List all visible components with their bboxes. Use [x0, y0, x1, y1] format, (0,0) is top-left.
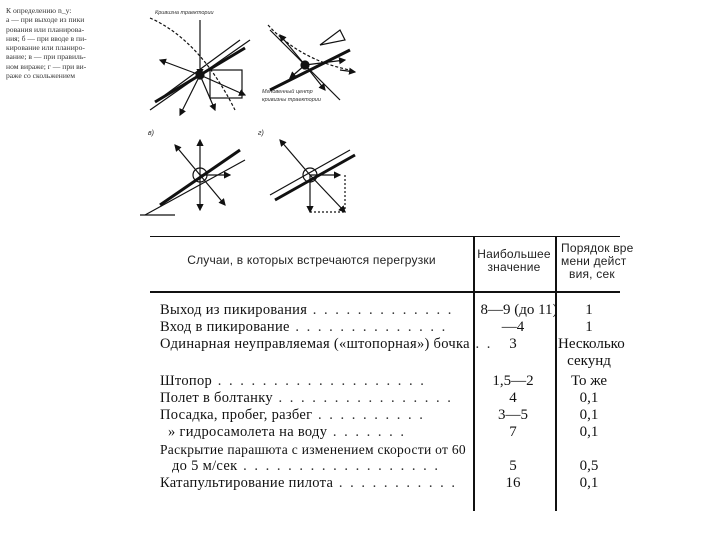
panel-label-g: г)	[258, 130, 264, 137]
caption-line: К определению n_у:	[6, 6, 72, 15]
row-case: » гидросамолета на воду . . . . . . .	[168, 424, 407, 440]
row-order: секунд	[567, 353, 611, 369]
caption-line: раже со скольжением	[6, 71, 76, 81]
row-order: 0,1	[579, 390, 599, 406]
caption-line: а — при выходе из пики	[6, 15, 85, 25]
row-max: 7	[509, 424, 517, 440]
curve-label-a: Кривизна траектории	[155, 10, 214, 16]
caption-line: рования или планирова-	[6, 24, 85, 34]
header-order-line: Порядок вре	[561, 241, 634, 255]
caption-line: кирование или планиро-	[6, 43, 85, 53]
row-order: Несколько	[558, 336, 625, 352]
header-max-line: значение	[487, 260, 541, 274]
table-top-rule	[150, 236, 620, 237]
row-order: 1	[585, 319, 593, 335]
row-order: То же	[570, 373, 608, 389]
header-max-line: Наибольшее	[477, 247, 551, 261]
row-case: Выход из пикирования . . . . . . . . . . . . .	[160, 302, 454, 318]
panel-label-v: в)	[148, 130, 154, 137]
header-cases	[150, 254, 473, 267]
row-case: Штопор . . . . . . . . . . . . . . . . . . .	[160, 373, 426, 389]
header-cases-text: Случаи, в которых встречаются перегрузки	[187, 253, 436, 267]
header-order-line: мени дейст	[561, 254, 627, 268]
row-max: 3—5	[498, 407, 528, 423]
diagram-g	[270, 140, 355, 212]
caption-line: ном вираже; г — при ви-	[6, 61, 87, 71]
overload-table	[150, 236, 634, 516]
row-order: 0,1	[579, 475, 599, 491]
header-max	[473, 248, 555, 274]
row-case: Катапультирование пилота . . . . . . . . . . .	[160, 475, 457, 491]
caption-line: вание; в — при правиль-	[6, 52, 86, 62]
row-case: Одинарная неуправляемая («штопорная») бочка . .	[160, 336, 493, 352]
force-diagrams	[0, 0, 720, 240]
diagram-a	[150, 18, 250, 115]
row-max: 3	[509, 336, 517, 352]
header-order	[555, 241, 634, 281]
caption-line: ния; б — при вводе в пи-	[6, 33, 87, 43]
row-order: 1	[585, 302, 593, 318]
row-max: 5	[509, 458, 517, 474]
row-order: 0,1	[579, 407, 599, 423]
diagram-v	[140, 140, 245, 215]
row-case: Вход в пикирование . . . . . . . . . . . . . .	[160, 319, 448, 335]
curve-label-b: кривизны траектории	[262, 97, 321, 103]
center-label-b: Мгновенный центр	[262, 89, 313, 95]
row-max: 4	[509, 390, 517, 406]
row-order: 0,5	[579, 458, 599, 474]
row-order: 0,1	[579, 424, 599, 440]
table-header-rule	[150, 291, 620, 293]
row-max: 8—9 (до 11)	[480, 302, 558, 318]
row-max: —4	[501, 319, 525, 335]
row-max: 16	[505, 475, 521, 491]
row-case: Раскрытие парашюта с изменением скорости от 60	[160, 442, 466, 457]
row-case: Полет в болтанку . . . . . . . . . . . . . . . .	[160, 390, 453, 406]
header-order-line: вия, сек	[569, 267, 615, 281]
row-case: Посадка, пробег, разбег . . . . . . . . . .	[160, 407, 425, 423]
row-case: до 5 м/сек . . . . . . . . . . . . . . . . . .	[172, 458, 440, 474]
row-max: 1,5—2	[492, 373, 534, 389]
